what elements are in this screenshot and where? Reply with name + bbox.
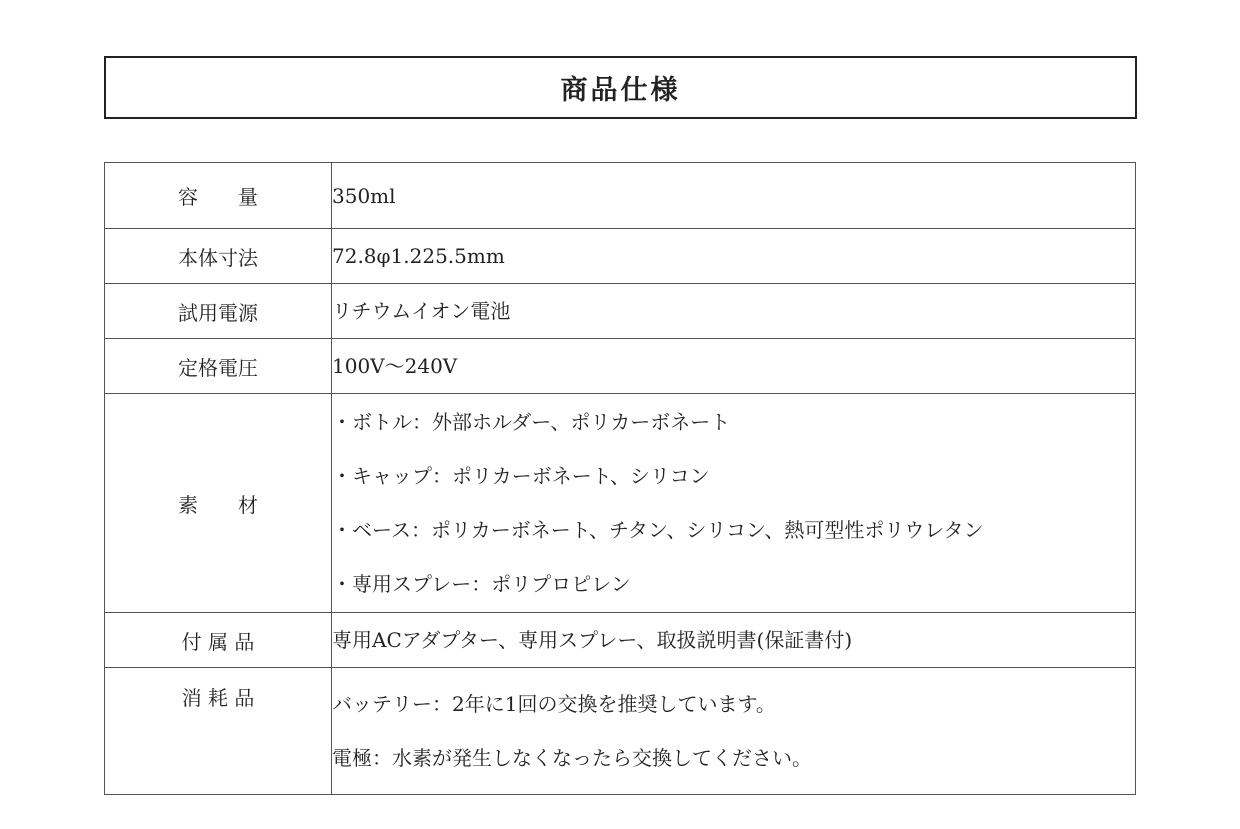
spec-value [332,229,1136,284]
spec-label: 素 材 [105,394,332,613]
spec-value [332,284,1136,339]
spec-row-consumables [105,668,1136,795]
spec-label: 本体寸法 [105,229,332,284]
spec-value-line: ・専用スプレー：ポリプロピレン [332,572,631,596]
title-box [104,56,1137,119]
spec-label: 容 量 [105,163,332,229]
spec-row-dimensions [105,229,1136,284]
spec-value-line: 電極：水素が発生しなくなったら交換してください。 [332,746,812,770]
spec-label: 消 耗 品 [105,668,332,795]
spec-value-line: ・ボトル：外部ホルダー、ポリカーボネート [332,410,731,434]
spec-value-line: 72.8φ1.225.5mm [332,244,505,268]
spec-value [332,339,1136,394]
spec-value [332,613,1136,668]
spec-table [104,162,1136,795]
spec-value-line: 100V～240V [332,354,458,378]
spec-label: 定格電圧 [105,339,332,394]
spec-value-line: ・キャップ：ポリカーボネート、シリコン [332,464,710,488]
spec-value [332,163,1136,229]
spec-row-capacity [105,163,1136,229]
spec-value-line: 専用ACアダプター、専用スプレー、取扱説明書(保証書付) [332,628,853,652]
spec-value-line: ・ベース：ポリカーボネート、チタン、シリコン、熱可型性ポリウレタン [332,518,984,542]
spec-value-line: バッテリー：2年に1回の交換を推奨しています。 [332,692,776,716]
spec-value-line: 350ml [332,183,396,208]
spec-row-voltage [105,339,1136,394]
spec-row-power-source [105,284,1136,339]
spec-label: 試用電源 [105,284,332,339]
spec-label: 付 属 品 [105,613,332,668]
spec-value-line: リチウムイオン電池 [332,299,511,323]
page-title: 商品仕様 [560,75,681,106]
spec-value [332,394,1136,613]
spec-row-materials [105,394,1136,613]
spec-value [332,668,1136,795]
spec-row-accessories [105,613,1136,668]
